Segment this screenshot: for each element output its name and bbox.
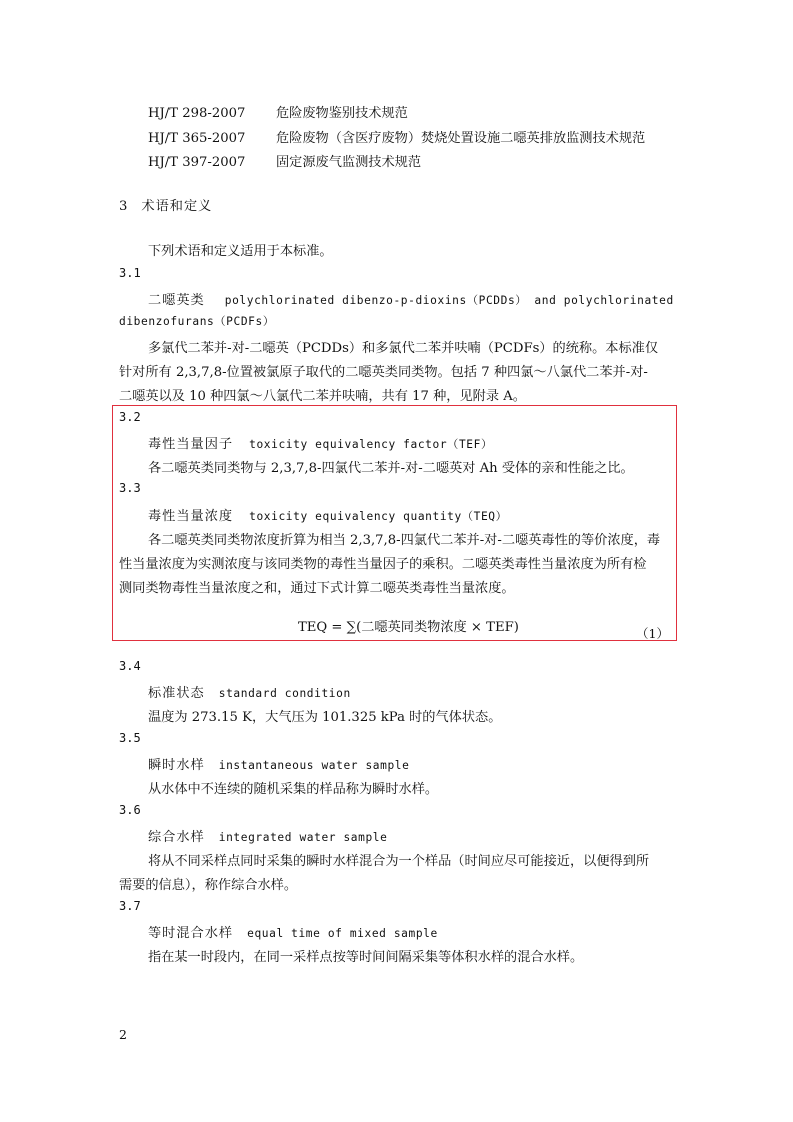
definition-line: 各二噁英类同类物与 2,3,7,8-四氯代二苯并-对-二噁英对 Ah 受体的亲和性能之比。	[148, 461, 634, 476]
term-heading	[148, 826, 387, 845]
term-en: equal time of mixed sample	[247, 927, 438, 940]
reference-title: 固定源废气监测技术规范	[276, 155, 422, 170]
term-number: 3.2	[119, 410, 141, 424]
term-number: 3.1	[119, 266, 141, 280]
section-number: 3	[119, 199, 128, 214]
definition-line: 将从不同采样点同时采集的瞬时水样混合为一个样品（时间应尽可能接近，以便得到所	[148, 854, 650, 869]
page-number: 2	[119, 1027, 127, 1042]
definition-line: 需要的信息），称作综合水样。	[119, 878, 298, 893]
reference-title: 危险废物（含医疗废物）焚烧处置设施二噁英排放监测技术规范	[276, 131, 646, 146]
term-heading	[148, 433, 493, 452]
section-title: 术语和定义	[141, 199, 213, 214]
term-en-continued: dibenzofurans（PCDFs）	[119, 315, 275, 328]
reference-title: 危险废物鉴别技术规范	[276, 106, 408, 121]
reference-item	[148, 151, 421, 170]
definition-line: 各二噁英类同类物浓度折算为相当 2,3,7,8-四氯代二苯并-对-二噁英毒性的等价浓度，毒	[148, 533, 661, 548]
definition-line: 测同类物毒性当量浓度之和，通过下式计算二噁英类毒性当量浓度。	[119, 581, 515, 596]
definition-line: 性当量浓度为实测浓度与该同类物的毒性当量因子的乘积。二噁英类毒性当量浓度为所有检	[119, 557, 647, 572]
reference-code: HJ/T 298-2007	[148, 106, 246, 121]
term-en: integrated water sample	[218, 831, 388, 844]
term-zh: 毒性当量因子	[148, 437, 234, 452]
term-number: 3.5	[119, 731, 141, 745]
term-zh: 综合水样	[148, 830, 205, 845]
definition-line: 针对所有 2,3,7,8-位置被氯原子取代的二噁英类同类物。包括 7 种四氯～八氯代二苯并-对-	[119, 365, 648, 380]
definition-line: 指在某一时段内，在同一采样点按等时间间隔采集等体积水样的混合水样。	[148, 950, 584, 965]
definition-line: 温度为 273.15 K，大气压为 101.325 kPa 时的气体状态。	[148, 710, 502, 725]
term-zh: 等时混合水样	[148, 926, 234, 941]
term-heading	[148, 289, 674, 308]
term-zh: 二噁英类	[148, 293, 205, 308]
reference-item	[148, 102, 408, 121]
term-zh: 毒性当量浓度	[148, 509, 234, 524]
term-en: instantaneous water sample	[218, 759, 410, 772]
reference-item	[148, 127, 645, 146]
term-number: 3.6	[119, 803, 141, 817]
term-en: polychlorinated dibenzo-p-dioxins（PCDDs） and polychlorinated	[224, 294, 674, 307]
term-heading	[148, 682, 351, 701]
definition-line: 二噁英以及 10 种四氯～八氯代二苯并呋喃，共有 17 种，见附录 A。	[119, 389, 526, 404]
definition-line: 多氯代二苯并-对-二噁英（PCDDs）和多氯代二苯并呋喃（PCDFs）的统称。本标准仅	[148, 341, 659, 356]
term-number: 3.7	[119, 899, 141, 913]
term-zh: 标准状态	[148, 686, 205, 701]
term-en: toxicity equivalency factor（TEF）	[249, 438, 493, 451]
term-heading	[148, 922, 438, 941]
term-en: toxicity equivalency quantity（TEQ）	[249, 510, 508, 523]
reference-code: HJ/T 365-2007	[148, 131, 246, 146]
term-zh: 瞬时水样	[148, 758, 205, 773]
reference-code: HJ/T 397-2007	[148, 155, 246, 170]
intro-paragraph: 下列术语和定义适用于本标准。	[148, 244, 333, 259]
term-number: 3.4	[119, 659, 141, 673]
formula-number: （1）	[636, 626, 669, 641]
term-number: 3.3	[119, 481, 141, 495]
section-heading	[119, 195, 212, 214]
term-heading	[148, 754, 409, 773]
term-heading	[148, 505, 507, 524]
formula: TEQ = ∑(二噁英同类物浓度 × TEF)	[298, 620, 519, 635]
term-en: standard condition	[218, 687, 351, 700]
definition-line: 从水体中不连续的随机采集的样品称为瞬时水样。	[148, 782, 439, 797]
